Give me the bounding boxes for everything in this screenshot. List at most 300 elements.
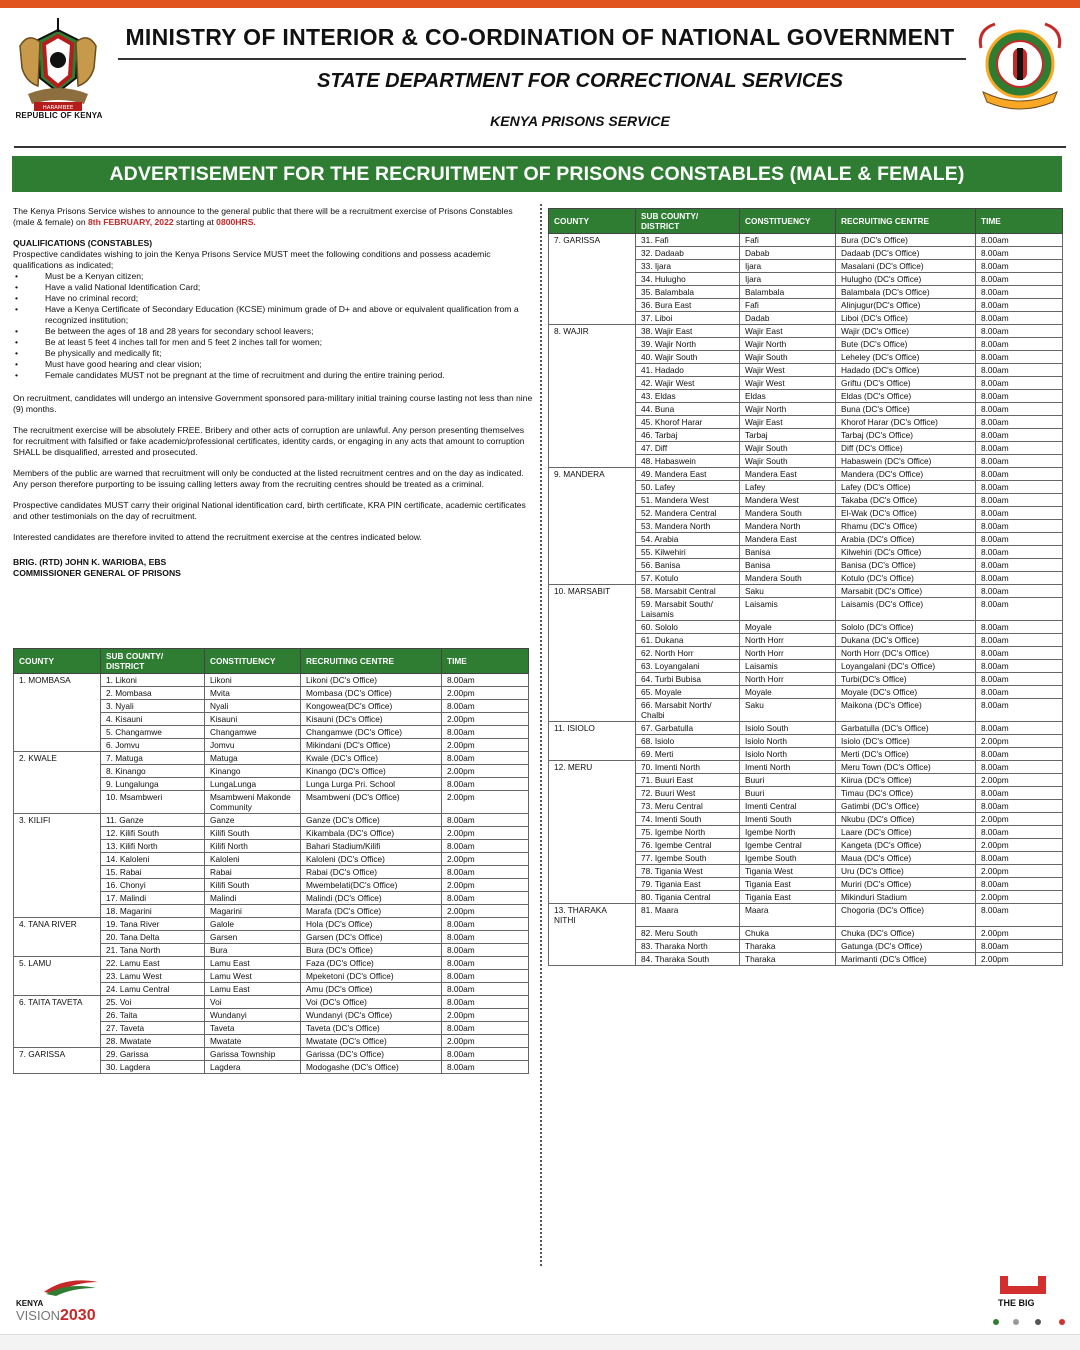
subcounty-cell: 51. Mandera West	[636, 494, 740, 507]
constituency-cell: Wajir West	[740, 377, 836, 390]
constituency-cell: Taveta	[205, 1022, 301, 1035]
recruiting-centre-cell: Gatimbi (DC's Office)	[836, 800, 976, 813]
recruitment-table-right	[548, 208, 1063, 966]
constituency-cell: Kilifi South	[205, 827, 301, 840]
constituency-cell: Tigania East	[740, 891, 836, 904]
time-cell: 8.00am	[442, 983, 529, 996]
time-cell: 8.00am	[976, 338, 1063, 351]
recruiting-centre-cell: Meru Town (DC's Office)	[836, 761, 976, 774]
subcounty-cell: 23. Lamu West	[101, 970, 205, 983]
recruiting-centre-cell: Kiirua (DC's Office)	[836, 774, 976, 787]
constituency-cell: Wajir South	[740, 455, 836, 468]
recruiting-centre-cell: Maua (DC's Office)	[836, 852, 976, 865]
qualification-item: • Be between the ages of 18 and 28 years for secondary school leavers;	[45, 326, 533, 337]
recruiting-centre-cell: Mandera (DC's Office)	[836, 468, 976, 481]
time-cell: 8.00am	[976, 481, 1063, 494]
table-row	[14, 1022, 529, 1035]
time-cell: 8.00am	[976, 468, 1063, 481]
subcounty-cell: 10. Msambweri	[101, 791, 205, 814]
constituency-cell: Laisamis	[740, 660, 836, 673]
header-constituency: CONSTITUENCY	[205, 649, 301, 674]
county-cell	[549, 598, 636, 621]
time-cell: 8.00am	[976, 699, 1063, 722]
recruiting-centre-cell: Garissa (DC's Office)	[301, 1048, 442, 1061]
subcounty-cell: 68. Isiolo	[636, 735, 740, 748]
county-cell	[549, 546, 636, 559]
table-row	[14, 892, 529, 905]
constituency-cell: Ijara	[740, 260, 836, 273]
county-cell: 2. KWALE	[14, 752, 101, 765]
svg-text:HARAMBEE: HARAMBEE	[42, 105, 74, 111]
constituency-cell: Jomvu	[205, 739, 301, 752]
recruiting-centre-cell: Merti (DC's Office)	[836, 748, 976, 761]
time-cell: 8.00am	[976, 403, 1063, 416]
time-cell: 8.00am	[976, 660, 1063, 673]
constituency-cell: Magarini	[205, 905, 301, 918]
table-row	[549, 826, 1063, 839]
constituency-cell: Igembe North	[740, 826, 836, 839]
time-cell: 2.00pm	[442, 1035, 529, 1048]
time-cell: 8.00am	[976, 761, 1063, 774]
county-cell	[549, 647, 636, 660]
county-cell	[549, 260, 636, 273]
table-row	[549, 247, 1063, 260]
constituency-cell: Galole	[205, 918, 301, 931]
time-cell: 8.00am	[442, 957, 529, 970]
subcounty-cell: 82. Meru South	[636, 926, 740, 939]
invitation-paragraph: Interested candidates are therefore invited to attend the recruitment exercise at the centres indicated below.	[13, 532, 422, 542]
subcounty-cell: 53. Mandera North	[636, 520, 740, 533]
time-cell: 8.00am	[976, 442, 1063, 455]
subcounty-cell: 52. Mandera Central	[636, 507, 740, 520]
qualification-item: • Must be a Kenyan citizen;	[45, 271, 533, 282]
county-cell: 6. TAITA TAVETA	[14, 996, 101, 1009]
recruiting-centre-cell: Kwale (DC's Office)	[301, 752, 442, 765]
recruiting-centre-cell: North Horr (DC's Office)	[836, 647, 976, 660]
advert-banner: ADVERTISEMENT FOR THE RECRUITMENT OF PRISONS CONSTABLES (MALE & FEMALE)	[12, 156, 1062, 192]
county-cell: 10. MARSABIT	[549, 585, 636, 598]
county-cell	[14, 931, 101, 944]
time-cell: 2.00pm	[442, 827, 529, 840]
subcounty-cell: 30. Lagdera	[101, 1061, 205, 1074]
constituency-cell: Isiolo North	[740, 748, 836, 761]
time-cell: 8.00am	[442, 726, 529, 739]
department-title: STATE DEPARTMENT FOR CORRECTIONAL SERVICES	[317, 70, 843, 92]
table-row	[549, 377, 1063, 390]
subcounty-cell: 6. Jomvu	[101, 739, 205, 752]
time-cell: 8.00am	[976, 722, 1063, 735]
time-cell: 8.00am	[976, 351, 1063, 364]
recruiting-centre-cell: Takaba (DC's Office)	[836, 494, 976, 507]
county-cell	[549, 673, 636, 686]
county-cell	[14, 739, 101, 752]
county-cell	[549, 429, 636, 442]
constituency-cell: Balambala	[740, 286, 836, 299]
constituency-cell: Banisa	[740, 546, 836, 559]
advert-body	[13, 206, 533, 589]
county-cell	[14, 1022, 101, 1035]
qualification-item: • Be physically and medically fit;	[45, 348, 533, 359]
county-cell	[549, 952, 636, 965]
county-cell	[549, 686, 636, 699]
constituency-cell: Imenti South	[740, 813, 836, 826]
recruiting-centre-cell: Likoni (DC's Office)	[301, 674, 442, 687]
table-row	[549, 442, 1063, 455]
table-row	[549, 722, 1063, 735]
time-cell: 8.00am	[442, 840, 529, 853]
subcounty-cell: 71. Buuri East	[636, 774, 740, 787]
subcounty-cell: 26. Taita	[101, 1009, 205, 1022]
subcounty-cell: 25. Voi	[101, 996, 205, 1009]
recruiting-centre-cell: Arabia (DC's Office)	[836, 533, 976, 546]
qualifications-heading: QUALIFICATIONS (CONSTABLES)	[13, 238, 153, 248]
time-cell: 8.00am	[442, 918, 529, 931]
recruiting-centre-cell: Isiolo (DC's Office)	[836, 735, 976, 748]
subcounty-cell: 65. Moyale	[636, 686, 740, 699]
county-cell	[549, 312, 636, 325]
time-cell: 8.00am	[442, 1061, 529, 1074]
county-cell	[549, 507, 636, 520]
table-row	[14, 752, 529, 765]
recruiting-centre-cell: Kilwehiri (DC's Office)	[836, 546, 976, 559]
table-row	[14, 827, 529, 840]
recruiting-centre-cell: Bura (DC's Office)	[836, 234, 976, 247]
county-cell	[549, 520, 636, 533]
subcounty-cell: 79. Tigania East	[636, 878, 740, 891]
county-cell	[14, 765, 101, 778]
table-row	[14, 700, 529, 713]
signatory-name: BRIG. (RTD) JOHN K. WARIOBA, EBS	[13, 557, 167, 567]
constituency-cell: Lamu East	[205, 957, 301, 970]
time-cell: 2.00pm	[976, 774, 1063, 787]
county-cell	[14, 840, 101, 853]
county-cell	[549, 800, 636, 813]
subcounty-cell: 62. North Horr	[636, 647, 740, 660]
subcounty-cell: 76. Igembe Central	[636, 839, 740, 852]
constituency-cell: Bura	[205, 944, 301, 957]
table-row	[549, 774, 1063, 787]
recruiting-centre-cell: Masalani (DC's Office)	[836, 260, 976, 273]
subcounty-cell: 56. Banisa	[636, 559, 740, 572]
subcounty-cell: 8. Kinango	[101, 765, 205, 778]
table-row	[549, 891, 1063, 904]
table-row	[549, 939, 1063, 952]
county-cell	[549, 839, 636, 852]
ministry-title: MINISTRY OF INTERIOR & CO-ORDINATION OF NATIONAL GOVERNMENT	[125, 24, 955, 50]
table-row	[14, 853, 529, 866]
subcounty-cell: 43. Eldas	[636, 390, 740, 403]
recruiting-centre-cell: Gatunga (DC's Office)	[836, 939, 976, 952]
subcounty-cell: 74. Imenti South	[636, 813, 740, 826]
recruiting-centre-cell: Voi (DC's Office)	[301, 996, 442, 1009]
time-cell: 2.00pm	[976, 813, 1063, 826]
time-cell: 2.00pm	[442, 879, 529, 892]
county-cell: 3. KILIFI	[14, 814, 101, 827]
recruiting-centre-cell: Moyale (DC's Office)	[836, 686, 976, 699]
qualification-item: • Have no criminal record;	[45, 293, 533, 304]
county-cell: 7. GARISSA	[549, 234, 636, 247]
table-row	[549, 621, 1063, 634]
table-row	[549, 647, 1063, 660]
county-cell	[14, 866, 101, 879]
table-row	[549, 598, 1063, 621]
county-cell	[549, 813, 636, 826]
subcounty-cell: 4. Kisauni	[101, 713, 205, 726]
constituency-cell: Buuri	[740, 787, 836, 800]
subcounty-cell: 2. Mombasa	[101, 687, 205, 700]
recruiting-centre-cell: Garsen (DC's Office)	[301, 931, 442, 944]
service-title: KENYA PRISONS SERVICE	[490, 113, 670, 129]
time-cell: 8.00am	[442, 892, 529, 905]
subcounty-cell: 55. Kilwehiri	[636, 546, 740, 559]
table-row	[549, 286, 1063, 299]
constituency-cell: Kaloleni	[205, 853, 301, 866]
table-row	[549, 507, 1063, 520]
constituency-cell: Wundanyi	[205, 1009, 301, 1022]
county-cell	[549, 852, 636, 865]
recruiting-centre-cell: Griftu (DC's Office)	[836, 377, 976, 390]
subcounty-cell: 83. Tharaka North	[636, 939, 740, 952]
recruiting-centre-cell: Balambala (DC's Office)	[836, 286, 976, 299]
table-row	[14, 674, 529, 687]
subcounty-cell: 18. Magarini	[101, 905, 205, 918]
constituency-cell: Wajir South	[740, 351, 836, 364]
county-cell: 9. MANDERA	[549, 468, 636, 481]
table-row	[549, 520, 1063, 533]
qualification-item: • Female candidates MUST not be pregnant at the time of recruitment and during the entire training period.	[45, 370, 533, 381]
time-cell: 8.00am	[976, 416, 1063, 429]
training-paragraph: On recruitment, candidates will undergo an intensive Government sponsored para-military initial training course lasting not less than nine (9) months.	[13, 393, 533, 414]
time-cell: 8.00am	[442, 1048, 529, 1061]
table-row	[549, 660, 1063, 673]
subcounty-cell: 39. Wajir North	[636, 338, 740, 351]
county-cell	[549, 338, 636, 351]
recruiting-centre-cell: Rabai (DC's Office)	[301, 866, 442, 879]
table-row	[549, 559, 1063, 572]
subcounty-cell: 38. Wajir East	[636, 325, 740, 338]
constituency-cell: Wajir South	[740, 442, 836, 455]
constituency-cell: Lamu West	[205, 970, 301, 983]
subcounty-cell: 42. Wajir West	[636, 377, 740, 390]
table-row	[549, 364, 1063, 377]
time-cell: 2.00pm	[442, 713, 529, 726]
recruiting-centre-cell: Eldas (DC's Office)	[836, 390, 976, 403]
table-row	[14, 905, 529, 918]
time-cell: 8.00am	[976, 455, 1063, 468]
county-cell	[14, 726, 101, 739]
time-cell: 2.00pm	[442, 739, 529, 752]
recruiting-centre-cell: Maikona (DC's Office)	[836, 699, 976, 722]
constituency-cell: Mandera South	[740, 572, 836, 585]
recruiting-centre-cell: Marafa (DC's Office)	[301, 905, 442, 918]
header-recruiting-centre: RECRUITING CENTRE	[836, 209, 976, 234]
recruiting-centre-cell: Kotulo (DC's Office)	[836, 572, 976, 585]
table-row	[14, 765, 529, 778]
time-cell: 8.00am	[976, 520, 1063, 533]
subcounty-cell: 9. Lungalunga	[101, 778, 205, 791]
constituency-cell: Wajir East	[740, 416, 836, 429]
recruiting-centre-cell: Laare (DC's Office)	[836, 826, 976, 839]
table-row	[549, 481, 1063, 494]
recruiting-centre-cell: Mombasa (DC's Office)	[301, 687, 442, 700]
county-cell	[549, 572, 636, 585]
county-cell	[549, 774, 636, 787]
table-row	[549, 673, 1063, 686]
time-cell: 8.00am	[442, 752, 529, 765]
recruiting-centre-cell: Turbi(DC's Office)	[836, 673, 976, 686]
recruiting-centre-cell: Sololo (DC's Office)	[836, 621, 976, 634]
time-cell: 8.00am	[442, 814, 529, 827]
warning-paragraph: Members of the public are warned that recruitment will only be conducted at the listed recruitment centres and on the day as indicated. Any person therefore purporting to be issuing calling letters away from the recruiting centres should be treated as a criminal.	[13, 468, 524, 489]
time-cell: 2.00pm	[976, 926, 1063, 939]
county-cell	[14, 944, 101, 957]
county-cell	[549, 286, 636, 299]
recruiting-centre-cell: Mpeketoni (DC's Office)	[301, 970, 442, 983]
table-row	[549, 260, 1063, 273]
recruiting-centre-cell: Dukana (DC's Office)	[836, 634, 976, 647]
county-cell	[14, 687, 101, 700]
qualifications-list	[13, 271, 533, 381]
constituency-cell: Rabai	[205, 866, 301, 879]
constituency-cell: North Horr	[740, 673, 836, 686]
constituency-cell: Moyale	[740, 621, 836, 634]
recruiting-centre-cell: Changamwe (DC's Office)	[301, 726, 442, 739]
kenya-coat-of-arms-icon	[14, 16, 102, 120]
county-cell	[14, 879, 101, 892]
table-row	[14, 866, 529, 879]
time-cell: 8.00am	[442, 778, 529, 791]
constituency-cell: Banisa	[740, 559, 836, 572]
county-cell	[14, 853, 101, 866]
free-recruitment-paragraph: The recruitment exercise will be absolutely FREE. Bribery and other acts of corruption are unlawful. Any person presenting themselves for recruitment with falsified or fake academic/professional certificates, identity cards, or engaging in any acts that amount to corruption SHALL be disqualified, arrested and prosecuted.	[13, 425, 525, 457]
subcounty-cell: 24. Lamu Central	[101, 983, 205, 996]
county-cell	[549, 273, 636, 286]
recruiting-centre-cell: Khorof Harar (DC's Office)	[836, 416, 976, 429]
table-row	[549, 455, 1063, 468]
table-row	[549, 390, 1063, 403]
subcounty-cell: 35. Balambala	[636, 286, 740, 299]
subcounty-cell: 57. Kotulo	[636, 572, 740, 585]
subcounty-cell: 59. Marsabit South/ Laisamis	[636, 598, 740, 621]
table-row	[14, 983, 529, 996]
table-row	[14, 791, 529, 814]
county-cell	[549, 247, 636, 260]
time-cell: 2.00pm	[976, 865, 1063, 878]
county-cell	[549, 926, 636, 939]
recruiting-centre-cell: Loyangalani (DC's Office)	[836, 660, 976, 673]
county-cell	[549, 299, 636, 312]
recruiting-centre-cell: Msambweni (DC's Office)	[301, 791, 442, 814]
table-row	[549, 852, 1063, 865]
svg-text:KENYA: KENYA	[16, 1299, 44, 1308]
county-cell	[14, 1009, 101, 1022]
time-cell: 8.00am	[976, 686, 1063, 699]
county-cell: 7. GARISSA	[14, 1048, 101, 1061]
time-cell: 8.00am	[442, 970, 529, 983]
county-cell	[14, 713, 101, 726]
constituency-cell: Wajir West	[740, 364, 836, 377]
constituency-cell: Maara	[740, 904, 836, 927]
time-cell: 8.00am	[976, 826, 1063, 839]
subcounty-cell: 72. Buuri West	[636, 787, 740, 800]
table-row	[14, 713, 529, 726]
svg-text:2030: 2030	[60, 1307, 96, 1324]
subcounty-cell: 49. Mandera East	[636, 468, 740, 481]
county-cell	[14, 892, 101, 905]
table-row	[14, 1061, 529, 1074]
constituency-cell: Mvita	[205, 687, 301, 700]
county-cell	[14, 827, 101, 840]
header-time: TIME	[976, 209, 1063, 234]
recruiting-centre-cell: Hulugho (DC's Office)	[836, 273, 976, 286]
constituency-cell: Mandera South	[740, 507, 836, 520]
subcounty-cell: 48. Habaswein	[636, 455, 740, 468]
time-cell: 8.00am	[976, 234, 1063, 247]
subcounty-cell: 19. Tana River	[101, 918, 205, 931]
header-divider	[14, 146, 1066, 148]
recruiting-centre-cell: Marsabit (DC's Office)	[836, 585, 976, 598]
table-row	[549, 585, 1063, 598]
county-cell: 1. MOMBASA	[14, 674, 101, 687]
time-cell: 2.00pm	[442, 853, 529, 866]
recruiting-centre-cell: Banisa (DC's Office)	[836, 559, 976, 572]
constituency-cell: Eldas	[740, 390, 836, 403]
recruiting-centre-cell: Chuka (DC's Office)	[836, 926, 976, 939]
recruiting-centre-cell: Leheley (DC's Office)	[836, 351, 976, 364]
subcounty-cell: 70. Imenti North	[636, 761, 740, 774]
county-cell	[549, 878, 636, 891]
subcounty-cell: 45. Khorof Harar	[636, 416, 740, 429]
time-cell: 2.00pm	[976, 839, 1063, 852]
recruiting-centre-cell: Tarbaj (DC's Office)	[836, 429, 976, 442]
constituency-cell: Isiolo North	[740, 735, 836, 748]
county-cell	[549, 364, 636, 377]
time-cell: 8.00am	[976, 533, 1063, 546]
recruiting-centre-cell: Timau (DC's Office)	[836, 787, 976, 800]
recruiting-centre-cell: El-Wak (DC's Office)	[836, 507, 976, 520]
recruiting-centre-cell: Mikindani (DC's Office)	[301, 739, 442, 752]
subcounty-cell: 46. Tarbaj	[636, 429, 740, 442]
recruiting-centre-cell: Marimanti (DC's Office)	[836, 952, 976, 965]
constituency-cell: Mandera West	[740, 494, 836, 507]
constituency-cell: Wajir North	[740, 338, 836, 351]
time-cell: 8.00am	[976, 572, 1063, 585]
constituency-cell: Laisamis	[740, 598, 836, 621]
recruiting-centre-cell: Wajir (DC's Office)	[836, 325, 976, 338]
recruiting-centre-cell: Buna (DC's Office)	[836, 403, 976, 416]
table-row	[549, 234, 1063, 247]
recruiting-centre-cell: Kinango (DC's Office)	[301, 765, 442, 778]
time-cell: 8.00am	[976, 325, 1063, 338]
recruiting-centre-cell: Kaloleni (DC's Office)	[301, 853, 442, 866]
table-row	[14, 996, 529, 1009]
constituency-cell: North Horr	[740, 634, 836, 647]
time-cell: 2.00pm	[442, 791, 529, 814]
county-cell	[549, 826, 636, 839]
table-row	[549, 494, 1063, 507]
county-cell	[14, 905, 101, 918]
subcounty-cell: 17. Malindi	[101, 892, 205, 905]
recruiting-centre-cell: Dadaab (DC's Office)	[836, 247, 976, 260]
constituency-cell: Moyale	[740, 686, 836, 699]
time-cell: 8.00am	[976, 312, 1063, 325]
constituency-cell: Dadab	[740, 312, 836, 325]
county-cell	[549, 748, 636, 761]
table-row	[549, 429, 1063, 442]
subcounty-cell: 37. Liboi	[636, 312, 740, 325]
time-cell: 2.00pm	[442, 1009, 529, 1022]
subcounty-cell: 21. Tana North	[101, 944, 205, 957]
